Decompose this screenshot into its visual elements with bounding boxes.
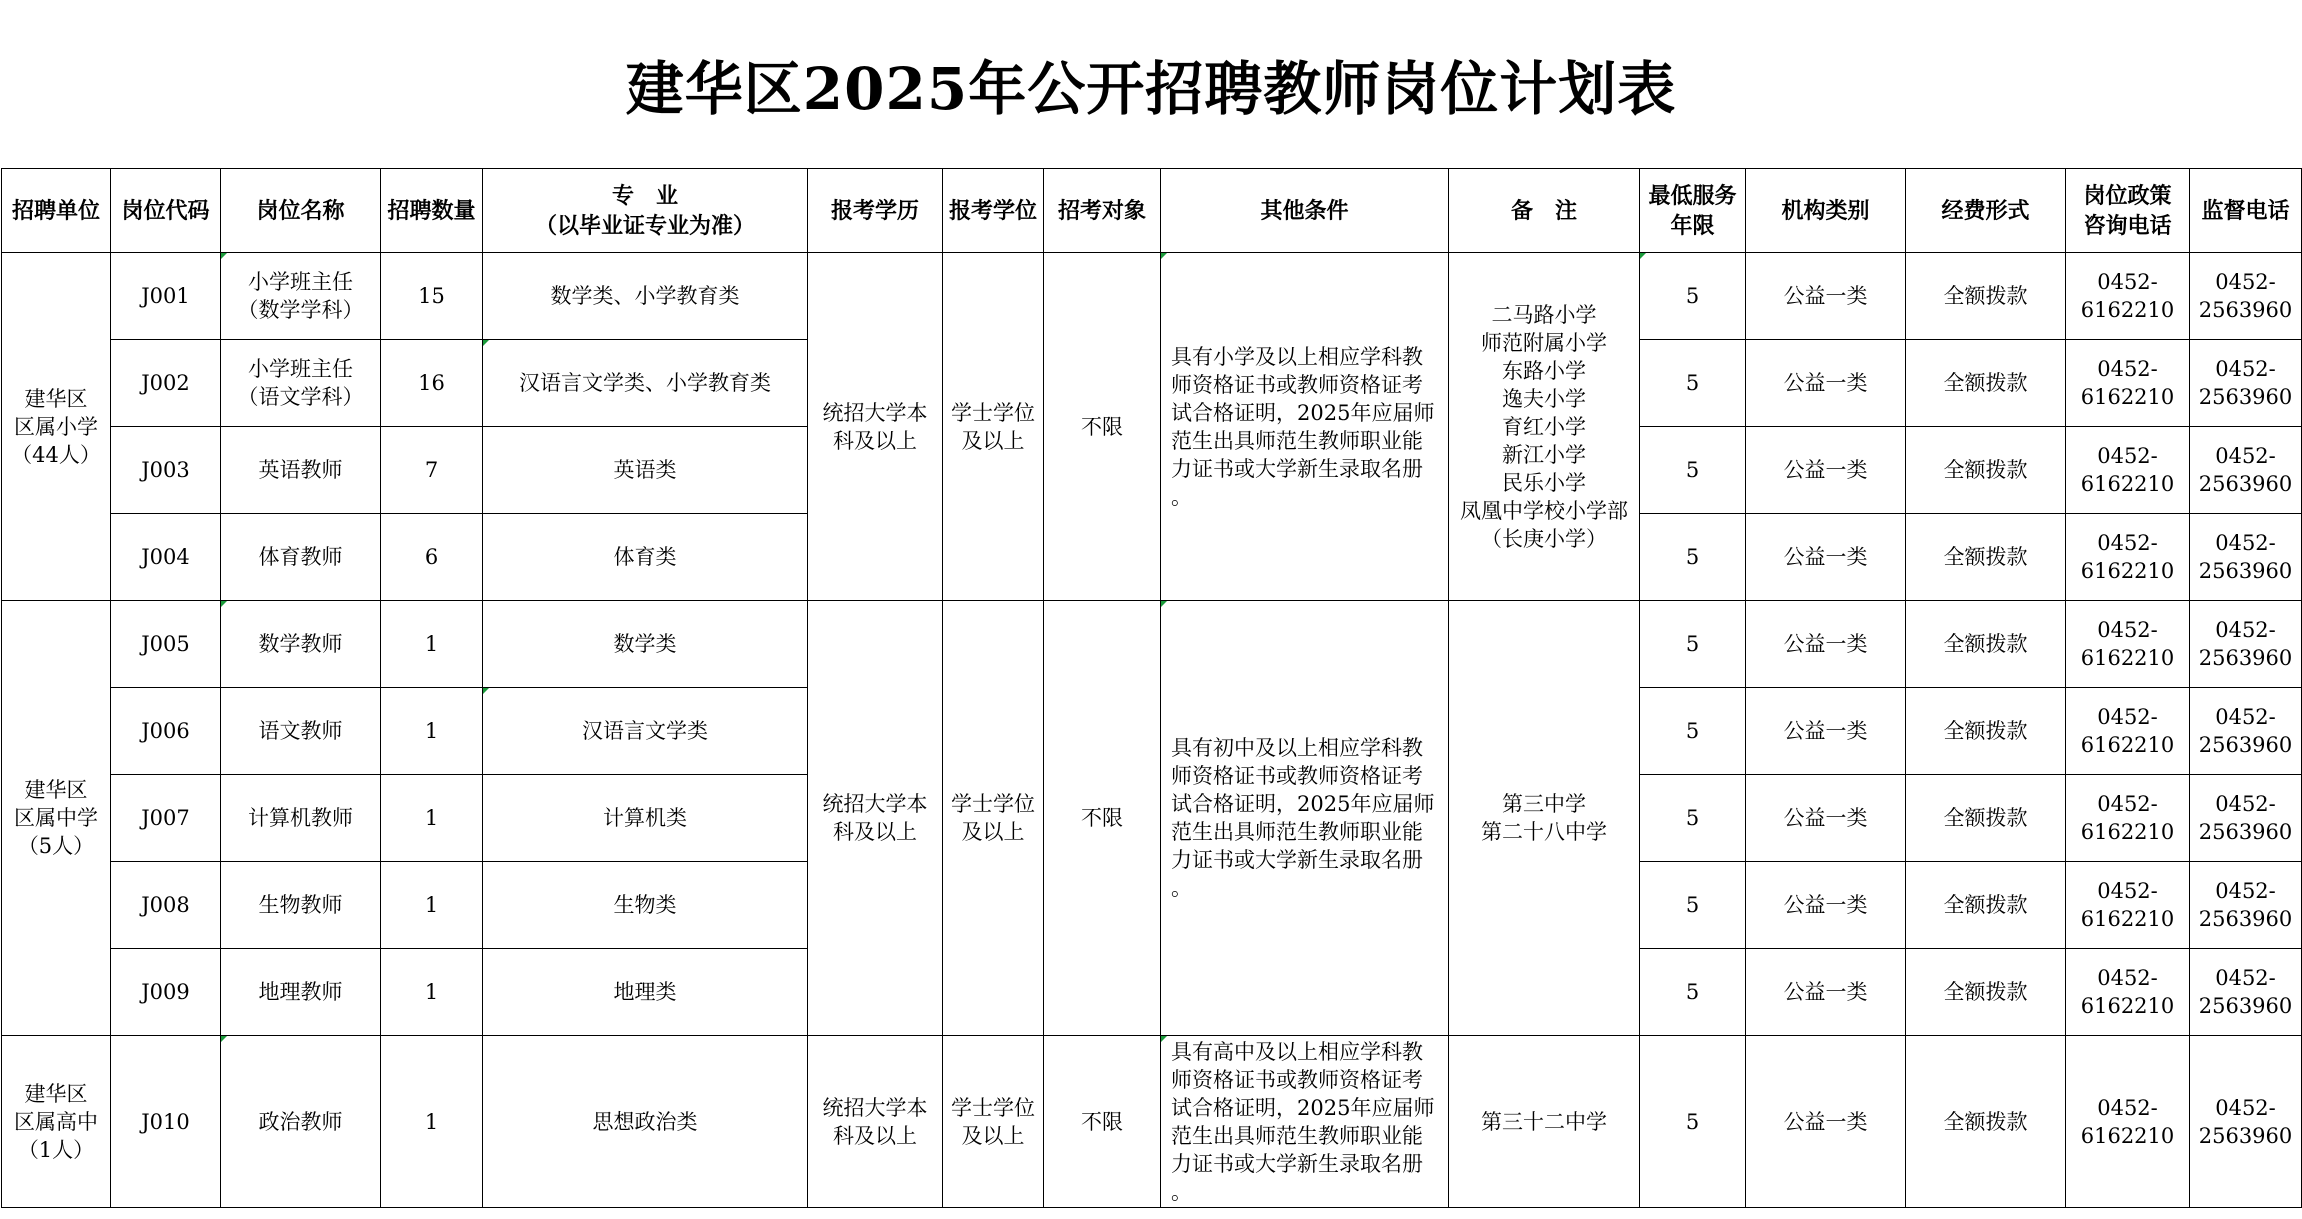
- policy-phone-line: 6162210: [2080, 646, 2175, 670]
- position-name-line: 语文教师: [258, 719, 343, 743]
- header-policy-line2: 咨询电话: [2083, 212, 2172, 239]
- supervision-phone-line: 0452-: [2215, 966, 2276, 990]
- position-name: [221, 514, 381, 601]
- funding-type: 全额拨款: [1906, 775, 2066, 862]
- supervision-phone: [2190, 688, 2302, 775]
- recruit-count: 15: [381, 253, 483, 340]
- funding-type: 全额拨款: [1906, 862, 2066, 949]
- major: 数学类、小学教育类: [483, 253, 808, 340]
- position-code: J007: [111, 775, 221, 862]
- position-name-line: 小学班主任: [248, 270, 353, 294]
- header-supervise: 监督电话: [2190, 169, 2302, 253]
- header-years-line2: 年限: [1670, 212, 1715, 239]
- other-conditions-line: 具有初中及以上相应学科教: [1171, 736, 1423, 760]
- policy-phone-line: 0452-: [2097, 444, 2158, 468]
- header-edu: 报考学历: [808, 169, 943, 253]
- position-code: J008: [111, 862, 221, 949]
- funding-type: 全额拨款: [1906, 340, 2066, 427]
- supervision-phone-line: 0452-: [2215, 705, 2276, 729]
- supervision-phone: [2190, 427, 2302, 514]
- policy-phone-line: 0452-: [2097, 618, 2158, 642]
- recruit-count: 1: [381, 601, 483, 688]
- remark-cell-line: 第三十二中学: [1481, 1109, 1607, 1134]
- supervision-phone: [2190, 1036, 2302, 1208]
- funding-type: 全额拨款: [1906, 514, 2066, 601]
- major: 汉语言文学类: [483, 688, 808, 775]
- unit-cell-line: 建华区: [24, 386, 88, 411]
- other-conditions-line: 具有小学及以上相应学科教: [1171, 344, 1423, 369]
- unit-cell-line: 区属小学: [14, 414, 98, 439]
- policy-phone-line: 0452-: [2097, 966, 2158, 990]
- degree-cell-line: 学士学位: [951, 400, 1035, 425]
- recruit-count: 1: [381, 688, 483, 775]
- supervision-phone: [2190, 514, 2302, 601]
- header-target: 招考对象: [1044, 169, 1161, 253]
- funding-type: 全额拨款: [1906, 253, 2066, 340]
- supervision-phone-line: 2563960: [2198, 559, 2293, 583]
- header-degree: 报考学位: [943, 169, 1044, 253]
- remark-cell-line: （长庚小学）: [1481, 526, 1607, 551]
- supervision-phone-line: 2563960: [2198, 733, 2293, 757]
- supervision-phone: [2190, 340, 2302, 427]
- unit-cell-line: 建华区: [24, 778, 88, 802]
- supervision-phone-line: 2563960: [2198, 820, 2293, 844]
- education-cell: [808, 253, 943, 601]
- min-service-years: 5: [1640, 340, 1746, 427]
- education-cell-line: 统招大学本: [822, 400, 928, 425]
- supervision-phone-line: 2563960: [2198, 385, 2293, 409]
- header-row: [2, 169, 2302, 253]
- policy-phone: [2066, 1036, 2190, 1208]
- header-other: 其他条件: [1161, 169, 1449, 253]
- policy-phone-line: 6162210: [2080, 559, 2175, 583]
- unit-cell-line: （44人）: [11, 442, 101, 467]
- policy-phone: [2066, 253, 2190, 340]
- major: 数学类: [483, 601, 808, 688]
- remark-cell-line: 逸夫小学: [1502, 386, 1586, 411]
- supervision-phone: [2190, 775, 2302, 862]
- table-body: [2, 253, 2302, 1208]
- recruit-count: 1: [381, 1036, 483, 1208]
- position-code: J006: [111, 688, 221, 775]
- major: 计算机类: [483, 775, 808, 862]
- recruit-count: 1: [381, 775, 483, 862]
- org-type: 公益一类: [1746, 427, 1906, 514]
- supervision-phone-line: 0452-: [2215, 357, 2276, 381]
- header-policy-line1: 岗位政策: [2083, 182, 2172, 209]
- position-code: J003: [111, 427, 221, 514]
- header-remark: 备 注: [1449, 169, 1640, 253]
- policy-phone: [2066, 427, 2190, 514]
- unit-cell-line: （1人）: [17, 1137, 95, 1162]
- table-row: [2, 253, 2302, 340]
- other-conditions-line: 。: [1171, 1179, 1192, 1204]
- supervision-phone-line: 2563960: [2198, 646, 2293, 670]
- remark-cell-line: 新江小学: [1502, 442, 1586, 467]
- policy-phone-line: 6162210: [2080, 472, 2175, 496]
- recruit-count: 6: [381, 514, 483, 601]
- remark-cell-line: 第二十八中学: [1481, 820, 1607, 844]
- header-org: 机构类别: [1746, 169, 1906, 253]
- funding-type: 全额拨款: [1906, 949, 2066, 1036]
- supervision-phone-line: 0452-: [2215, 792, 2276, 816]
- policy-phone: [2066, 949, 2190, 1036]
- policy-phone: [2066, 862, 2190, 949]
- funding-type: 全额拨款: [1906, 427, 2066, 514]
- position-name-line: 体育教师: [258, 545, 343, 569]
- position-name: [221, 427, 381, 514]
- header-years-line1: 最低服务: [1648, 182, 1737, 209]
- major: 地理类: [483, 949, 808, 1036]
- position-name-line: 生物教师: [258, 893, 343, 917]
- position-code: J009: [111, 949, 221, 1036]
- min-service-years: 5: [1640, 949, 1746, 1036]
- education-cell-line: 统招大学本: [822, 1095, 928, 1120]
- supervision-phone-line: 0452-: [2215, 618, 2276, 642]
- position-name-line: 计算机教师: [248, 806, 353, 830]
- header-major-line2: （以毕业证专业为准）: [534, 212, 755, 239]
- min-service-years: 5: [1640, 601, 1746, 688]
- position-name: [221, 601, 381, 688]
- supervision-phone-line: 2563960: [2198, 1123, 2293, 1148]
- other-conditions-line: 师资格证书或教师资格证考: [1171, 1067, 1423, 1092]
- major: 体育类: [483, 514, 808, 601]
- position-code: J010: [111, 1036, 221, 1208]
- funding-type: 全额拨款: [1906, 601, 2066, 688]
- recruit-count: 1: [381, 862, 483, 949]
- degree-cell-line: 学士学位: [951, 792, 1035, 816]
- degree-cell: [943, 1036, 1044, 1208]
- other-conditions-line: 力证书或大学新生录取名册: [1171, 848, 1423, 872]
- min-service-years: 5: [1640, 514, 1746, 601]
- major: 英语类: [483, 427, 808, 514]
- unit-cell: [2, 601, 111, 1036]
- policy-phone: [2066, 775, 2190, 862]
- position-code: J005: [111, 601, 221, 688]
- policy-phone-line: 6162210: [2080, 820, 2175, 844]
- page-title: 建华区2025年公开招聘教师岗位计划表: [625, 55, 1677, 123]
- position-name-line: 小学班主任: [248, 357, 353, 381]
- policy-phone-line: 0452-: [2097, 705, 2158, 729]
- recruitment-table: [1, 168, 2302, 1208]
- header-unit: 招聘单位: [2, 169, 111, 253]
- min-service-years: 5: [1640, 688, 1746, 775]
- org-type: 公益一类: [1746, 340, 1906, 427]
- funding-type: 全额拨款: [1906, 688, 2066, 775]
- remark-cell-line: 凤凰中学校小学部: [1460, 498, 1628, 523]
- org-type: 公益一类: [1746, 949, 1906, 1036]
- policy-phone-line: 0452-: [2097, 879, 2158, 903]
- position-name-line: 英语教师: [258, 458, 343, 482]
- policy-phone-line: 6162210: [2080, 298, 2175, 322]
- position-name: [221, 340, 381, 427]
- table-row: [2, 601, 2302, 688]
- target-cell: 不限: [1044, 1036, 1161, 1208]
- other-conditions-line: 师资格证书或教师资格证考: [1171, 372, 1423, 397]
- policy-phone-line: 0452-: [2097, 531, 2158, 555]
- education-cell-line: 科及以上: [833, 1123, 917, 1148]
- degree-cell-line: 学士学位: [951, 1095, 1035, 1120]
- other-conditions-line: 范生出具师范生教师职业能: [1171, 820, 1423, 844]
- remark-cell-line: 东路小学: [1502, 358, 1586, 383]
- position-name-line: 地理教师: [258, 980, 343, 1004]
- other-conditions-line: 。: [1171, 876, 1192, 900]
- education-cell-line: 科及以上: [833, 428, 917, 453]
- position-code: J002: [111, 340, 221, 427]
- remark-cell: [1449, 601, 1640, 1036]
- major: 思想政治类: [483, 1036, 808, 1208]
- supervision-phone-line: 0452-: [2215, 531, 2276, 555]
- position-name: [221, 253, 381, 340]
- supervision-phone-line: 2563960: [2198, 907, 2293, 931]
- remark-cell-line: 第三中学: [1502, 792, 1586, 816]
- supervision-phone: [2190, 862, 2302, 949]
- other-conditions-line: 力证书或大学新生录取名册: [1171, 1151, 1423, 1176]
- header-fund: 经费形式: [1906, 169, 2066, 253]
- major: 生物类: [483, 862, 808, 949]
- remark-cell-line: 二马路小学: [1491, 302, 1597, 327]
- org-type: 公益一类: [1746, 514, 1906, 601]
- policy-phone-line: 0452-: [2097, 1095, 2158, 1120]
- supervision-phone-line: 0452-: [2215, 270, 2276, 294]
- supervision-phone-line: 2563960: [2198, 298, 2293, 322]
- other-conditions-line: 试合格证明，2025年应届师: [1171, 792, 1435, 816]
- other-conditions: [1161, 253, 1449, 601]
- org-type: 公益一类: [1746, 253, 1906, 340]
- header-policy: [2066, 169, 2190, 253]
- other-conditions-line: 范生出具师范生教师职业能: [1171, 428, 1423, 453]
- policy-phone: [2066, 688, 2190, 775]
- supervision-phone-line: 0452-: [2215, 1095, 2276, 1120]
- supervision-phone-line: 2563960: [2198, 994, 2293, 1018]
- other-conditions: [1161, 601, 1449, 1036]
- education-cell: [808, 601, 943, 1036]
- position-name: [221, 775, 381, 862]
- policy-phone-line: 6162210: [2080, 994, 2175, 1018]
- min-service-years: 5: [1640, 253, 1746, 340]
- unit-cell-line: （5人）: [17, 834, 95, 858]
- min-service-years: 5: [1640, 1036, 1746, 1208]
- header-major: [483, 169, 808, 253]
- recruit-count: 16: [381, 340, 483, 427]
- min-service-years: 5: [1640, 775, 1746, 862]
- table-row: [2, 1036, 2302, 1208]
- position-name-line: 数学教师: [258, 632, 343, 656]
- target-cell: 不限: [1044, 253, 1161, 601]
- min-service-years: 5: [1640, 427, 1746, 514]
- header-years: [1640, 169, 1746, 253]
- position-name: [221, 1036, 381, 1208]
- header-count: 招聘数量: [381, 169, 483, 253]
- header-name: 岗位名称: [221, 169, 381, 253]
- supervision-phone: [2190, 253, 2302, 340]
- unit-cell-line: 区属中学: [14, 806, 98, 830]
- unit-cell: [2, 253, 111, 601]
- degree-cell-line: 及以上: [961, 1123, 1025, 1148]
- policy-phone: [2066, 340, 2190, 427]
- degree-cell: [943, 601, 1044, 1036]
- unit-cell: [2, 1036, 111, 1208]
- education-cell-line: 科及以上: [833, 820, 917, 844]
- policy-phone-line: 0452-: [2097, 270, 2158, 294]
- education-cell: [808, 1036, 943, 1208]
- position-name: [221, 949, 381, 1036]
- other-conditions-line: 试合格证明，2025年应届师: [1171, 1095, 1435, 1120]
- target-cell: 不限: [1044, 601, 1161, 1036]
- header-major-line1: 专 业: [611, 182, 678, 209]
- position-name-line: （数学学科）: [237, 298, 364, 322]
- policy-phone-line: 6162210: [2080, 907, 2175, 931]
- position-name-line: 政治教师: [258, 1109, 343, 1134]
- recruit-count: 1: [381, 949, 483, 1036]
- policy-phone-line: 6162210: [2080, 733, 2175, 757]
- recruit-count: 7: [381, 427, 483, 514]
- degree-cell-line: 及以上: [961, 428, 1025, 453]
- supervision-phone: [2190, 949, 2302, 1036]
- other-conditions: [1161, 1036, 1449, 1208]
- org-type: 公益一类: [1746, 775, 1906, 862]
- other-conditions-line: 具有高中及以上相应学科教: [1171, 1039, 1423, 1064]
- remark-cell-line: 师范附属小学: [1481, 330, 1607, 355]
- degree-cell-line: 及以上: [961, 820, 1025, 844]
- position-code: J001: [111, 253, 221, 340]
- supervision-phone-line: 2563960: [2198, 472, 2293, 496]
- position-code: J004: [111, 514, 221, 601]
- position-name: [221, 688, 381, 775]
- policy-phone: [2066, 601, 2190, 688]
- remark-cell-line: 民乐小学: [1502, 470, 1586, 495]
- org-type: 公益一类: [1746, 862, 1906, 949]
- header-code: 岗位代码: [111, 169, 221, 253]
- remark-cell-line: 育红小学: [1502, 414, 1586, 439]
- org-type: 公益一类: [1746, 601, 1906, 688]
- position-name-line: （语文学科）: [237, 385, 364, 409]
- other-conditions-line: 师资格证书或教师资格证考: [1171, 764, 1423, 788]
- remark-cell: [1449, 253, 1640, 601]
- org-type: 公益一类: [1746, 688, 1906, 775]
- min-service-years: 5: [1640, 862, 1746, 949]
- major: 汉语言文学类、小学教育类: [483, 340, 808, 427]
- policy-phone: [2066, 514, 2190, 601]
- other-conditions-line: 力证书或大学新生录取名册: [1171, 456, 1423, 481]
- education-cell-line: 统招大学本: [822, 792, 928, 816]
- funding-type: 全额拨款: [1906, 1036, 2066, 1208]
- org-type: 公益一类: [1746, 1036, 1906, 1208]
- degree-cell: [943, 253, 1044, 601]
- other-conditions-line: 。: [1171, 484, 1192, 509]
- policy-phone-line: 6162210: [2080, 1123, 2175, 1148]
- policy-phone-line: 0452-: [2097, 357, 2158, 381]
- supervision-phone-line: 0452-: [2215, 879, 2276, 903]
- unit-cell-line: 区属高中: [14, 1109, 98, 1134]
- supervision-phone: [2190, 601, 2302, 688]
- policy-phone-line: 0452-: [2097, 792, 2158, 816]
- remark-cell: [1449, 1036, 1640, 1208]
- other-conditions-line: 试合格证明，2025年应届师: [1171, 400, 1435, 425]
- supervision-phone-line: 0452-: [2215, 444, 2276, 468]
- policy-phone-line: 6162210: [2080, 385, 2175, 409]
- other-conditions-line: 范生出具师范生教师职业能: [1171, 1123, 1423, 1148]
- unit-cell-line: 建华区: [24, 1081, 88, 1106]
- position-name: [221, 862, 381, 949]
